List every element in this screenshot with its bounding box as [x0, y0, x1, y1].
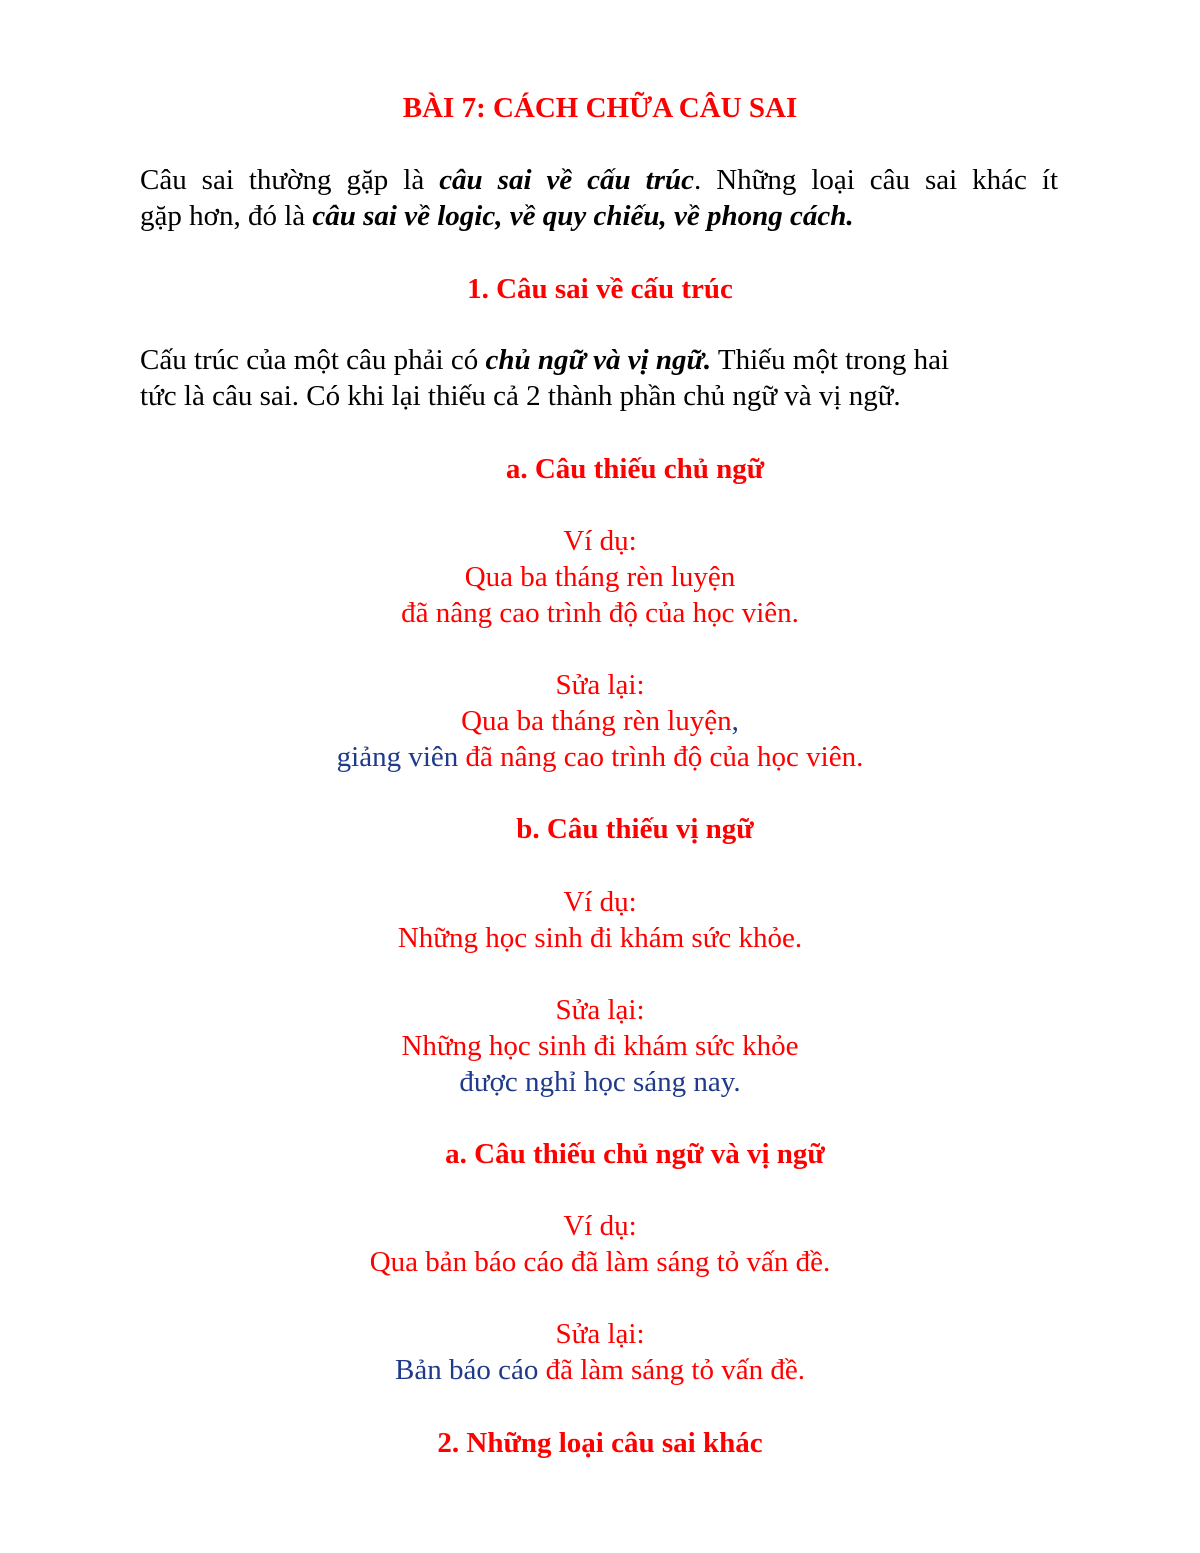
correction-added-text: giảng viên: [336, 741, 459, 773]
intro-line-2: [140, 198, 1058, 234]
subsection-c-example: [0, 1208, 1200, 1280]
correction-added-text: Bản báo cáo: [395, 1354, 539, 1386]
subsection-b-heading: b. Câu thiếu vị ngữ: [516, 813, 754, 845]
example-line: Qua ba tháng rèn luyện: [464, 561, 736, 593]
correction-added-line: được nghỉ học sáng nay.: [459, 1066, 741, 1098]
example-label: Ví dụ:: [563, 1210, 637, 1242]
correction-line: [0, 739, 1200, 775]
correction-line: Những học sinh đi khám sức khỏe: [401, 1030, 799, 1062]
subsection-c-heading: a. Câu thiếu chủ ngữ và vị ngữ: [445, 1138, 825, 1170]
example-label: Ví dụ:: [563, 525, 637, 557]
subsection-a-correction: [0, 667, 1200, 775]
subsection-a-example: [0, 523, 1200, 631]
section-1-paragraph: [140, 342, 1058, 414]
intro-text: . Những loại câu sai khác ít: [693, 164, 1058, 196]
subsection-a-heading: a. Câu thiếu chủ ngữ: [505, 453, 765, 485]
intro-text: gặp hơn, đó là: [140, 200, 313, 232]
subsection-c-correction: [0, 1316, 1200, 1388]
intro-line-1: [140, 162, 1058, 198]
page-title: BÀI 7: CÁCH CHỮA CÂU SAI: [402, 92, 798, 124]
intro-emphasis: câu sai về cấu trúc: [439, 164, 694, 196]
intro-paragraph: [140, 162, 1058, 234]
correction-label: Sửa lại:: [555, 994, 645, 1026]
body-text: Cấu trúc của một câu phải có: [140, 344, 486, 376]
correction-line: [0, 703, 1200, 739]
correction-label: Sửa lại:: [555, 669, 645, 701]
section-1-line-1: [140, 342, 1058, 378]
correction-text: Qua ba tháng rèn luyện: [461, 705, 732, 737]
section-1-heading: 1. Câu sai về cấu trúc: [467, 273, 733, 305]
correction-added-text: ,: [731, 705, 739, 737]
section-2-heading: 2. Những loại câu sai khác: [437, 1427, 763, 1459]
example-label: Ví dụ:: [563, 886, 637, 918]
intro-emphasis: câu sai về logic, về quy chiếu, về phong cách.: [312, 200, 854, 232]
correction-text: đã nâng cao trình độ của học viên.: [458, 741, 864, 773]
body-text: Thiếu một trong hai: [711, 344, 950, 376]
correction-label: Sửa lại:: [555, 1318, 645, 1350]
example-line: đã nâng cao trình độ của học viên.: [401, 597, 799, 629]
subsection-b-example: [0, 884, 1200, 956]
correction-text: đã làm sáng tỏ vấn đề.: [538, 1354, 805, 1386]
section-1-line-2: tức là câu sai. Có khi lại thiếu cả 2 thành phần chủ ngữ và vị ngữ.: [140, 380, 901, 412]
intro-text: Câu sai thường gặp là: [140, 164, 440, 196]
example-line: Những học sinh đi khám sức khỏe.: [397, 922, 803, 954]
correction-line: [0, 1352, 1200, 1388]
body-emphasis: chủ ngữ và vị ngữ.: [485, 344, 712, 376]
example-line: Qua bản báo cáo đã làm sáng tỏ vấn đề.: [369, 1246, 831, 1278]
subsection-b-correction: [0, 992, 1200, 1100]
